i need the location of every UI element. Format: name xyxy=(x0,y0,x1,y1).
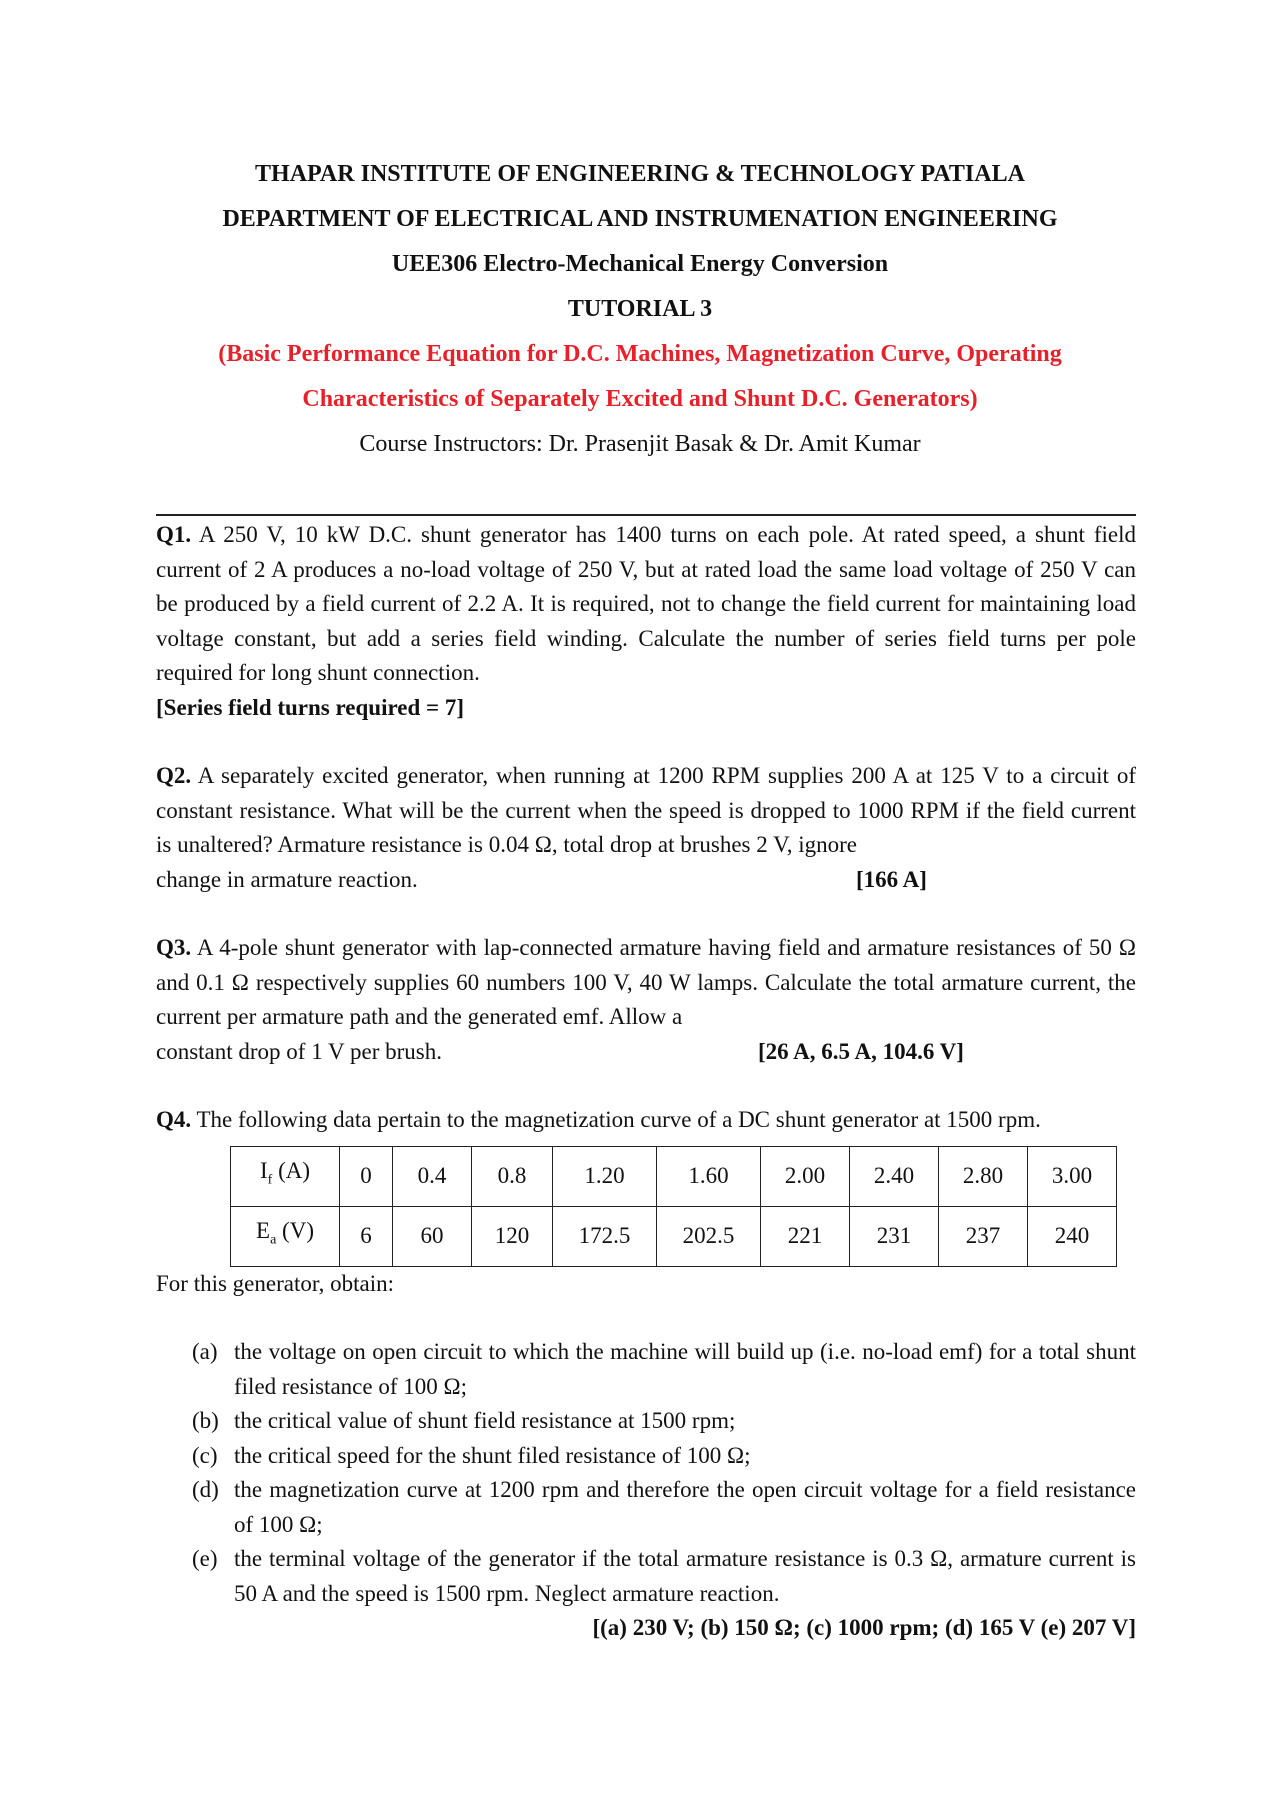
sub-question-text: the terminal voltage of the generator if the total armature resistance is 0.3 Ω, armature current is 50 A and the speed is 1500 rpm. Neglect armature reaction. xyxy=(234,1546,1136,1606)
if-cell: 1.60 xyxy=(657,1146,761,1206)
ea-cell: 237 xyxy=(939,1206,1028,1266)
question-3-label: Q3. xyxy=(156,935,192,960)
if-subscript: f xyxy=(267,1172,273,1188)
sub-question-e xyxy=(192,1542,1136,1611)
ea-cell: 172.5 xyxy=(553,1206,657,1266)
ea-cell: 221 xyxy=(761,1206,850,1266)
institute-title: THAPAR INSTITUTE OF ENGINEERING & TECHNOLOGY PATIALA xyxy=(255,161,1025,187)
sub-questions xyxy=(192,1335,1136,1646)
ea-symbol: E xyxy=(256,1217,271,1243)
if-cell: 2.40 xyxy=(850,1146,939,1206)
question-2 xyxy=(156,759,1136,897)
if-cell: 2.00 xyxy=(761,1146,850,1206)
question-4-text: The following data pertain to the magnetization curve of a DC shunt generator at 1500 rpm. xyxy=(196,1107,1041,1132)
document-header xyxy=(0,152,1280,467)
armature-emf-row xyxy=(231,1206,1117,1266)
question-1 xyxy=(156,518,1136,725)
sub-question-label: (e) xyxy=(192,1546,218,1571)
if-cell: 2.80 xyxy=(939,1146,1028,1206)
question-3-text: A 4-pole shunt generator with lap-connected armature having field and armature resistances of 50 Ω and 0.1 Ω respectively supplies 60 numbers 100 V, 40 W lamps. Calculate the total armature current, the current per armature path and the generated emf. Allow a xyxy=(156,935,1136,1029)
questions xyxy=(156,518,1136,1646)
sub-question-b xyxy=(192,1404,1136,1439)
topic-line-2: Characteristics of Separately Excited and Shunt D.C. Generators) xyxy=(302,386,978,412)
sub-question-d xyxy=(192,1473,1136,1542)
sub-question-label: (a) xyxy=(192,1339,218,1364)
topic-line-1: (Basic Performance Equation for D.C. Machines, Magnetization Curve, Operating xyxy=(218,341,1062,367)
question-4-label: Q4. xyxy=(156,1107,192,1132)
sub-question-label: (b) xyxy=(192,1408,219,1433)
course-title: UEE306 Electro-Mechanical Energy Conversion xyxy=(391,251,889,277)
sub-question-c xyxy=(192,1439,1136,1474)
if-cell: 0.4 xyxy=(393,1146,472,1206)
armature-emf-header xyxy=(231,1206,340,1266)
field-current-row xyxy=(231,1146,1117,1206)
ea-cell: 120 xyxy=(472,1206,553,1266)
question-4 xyxy=(156,1103,1136,1138)
sub-question-label: (c) xyxy=(192,1442,218,1468)
course-instructors: Course Instructors: Dr. Prasenjit Basak & Dr. Amit Kumar xyxy=(359,431,921,457)
sub-question-a xyxy=(192,1335,1136,1404)
department-title: DEPARTMENT OF ELECTRICAL AND INSTRUMENATION ENGINEERING xyxy=(222,206,1058,232)
ea-cell: 231 xyxy=(850,1206,939,1266)
question-1-answer: [Series field turns required = 7] xyxy=(156,694,465,720)
question-2-last-line: change in armature reaction. xyxy=(156,866,418,892)
question-2-answer: [166 A] xyxy=(856,866,927,892)
question-2-last-row xyxy=(156,863,1136,898)
field-current-header xyxy=(231,1146,340,1206)
header-divider xyxy=(156,514,1136,516)
if-cell: 0.8 xyxy=(472,1146,553,1206)
question-1-label: Q1. xyxy=(156,522,192,547)
question-3 xyxy=(156,931,1136,1069)
ea-unit: (V) xyxy=(276,1217,314,1243)
tutorial-title: TUTORIAL 3 xyxy=(567,296,713,322)
sub-question-text: the voltage on open circuit to which the machine will build up (i.e. no-load emf) for a total shunt filed resistance of 100 Ω; xyxy=(234,1339,1136,1399)
ea-cell: 202.5 xyxy=(657,1206,761,1266)
ea-cell: 240 xyxy=(1028,1206,1117,1266)
if-cell: 1.20 xyxy=(553,1146,657,1206)
question-2-text: A separately excited generator, when running at 1200 RPM supplies 200 A at 125 V to a circuit of constant resistance. What will be the current when the speed is dropped to 1000 RPM if the field current is unaltered? Armature resistance is 0.04 Ω, total drop at brushes 2 V, ignore xyxy=(156,763,1137,857)
sub-question-text: the magnetization curve at 1200 rpm and therefore the open circuit voltage for a field resistance of 100 Ω; xyxy=(234,1477,1136,1537)
ea-cell: 60 xyxy=(393,1206,472,1266)
question-4-answer: [(a) 230 V; (b) 150 Ω; (c) 1000 rpm; (d) 165 V (e) 207 V] xyxy=(592,1615,1136,1640)
obtain-text: For this generator, obtain: xyxy=(156,1270,394,1296)
question-3-answer: [26 A, 6.5 A, 104.6 V] xyxy=(758,1038,964,1064)
magnetization-table xyxy=(230,1146,1117,1267)
ea-cell: 6 xyxy=(340,1206,393,1266)
question-2-label: Q2. xyxy=(156,763,192,788)
if-cell: 3.00 xyxy=(1028,1146,1117,1206)
question-3-last-line: constant drop of 1 V per brush. xyxy=(156,1038,442,1064)
if-symbol: I xyxy=(259,1157,268,1183)
sub-question-label: (d) xyxy=(192,1477,219,1502)
ea-subscript: a xyxy=(270,1232,277,1248)
if-unit: (A) xyxy=(272,1157,311,1183)
if-cell: 0 xyxy=(340,1146,393,1206)
question-3-last-row xyxy=(156,1035,1136,1070)
sub-question-text: the critical value of shunt field resistance at 1500 rpm; xyxy=(234,1408,736,1433)
question-1-text: A 250 V, 10 kW D.C. shunt generator has 1400 turns on each pole. At rated speed, a shunt field current of 2 A produces a no-load voltage of 250 V, but at rated load the same load voltage of 250 V can be produced by a field current of 2.2 A. It is required, not to change the field current for maintaining load voltage constant, but add a series field winding. Calculate the number of series field turns per pole required for long shunt connection. xyxy=(156,522,1136,685)
sub-question-text: the critical speed for the shunt filed resistance of 100 Ω; xyxy=(234,1442,751,1468)
